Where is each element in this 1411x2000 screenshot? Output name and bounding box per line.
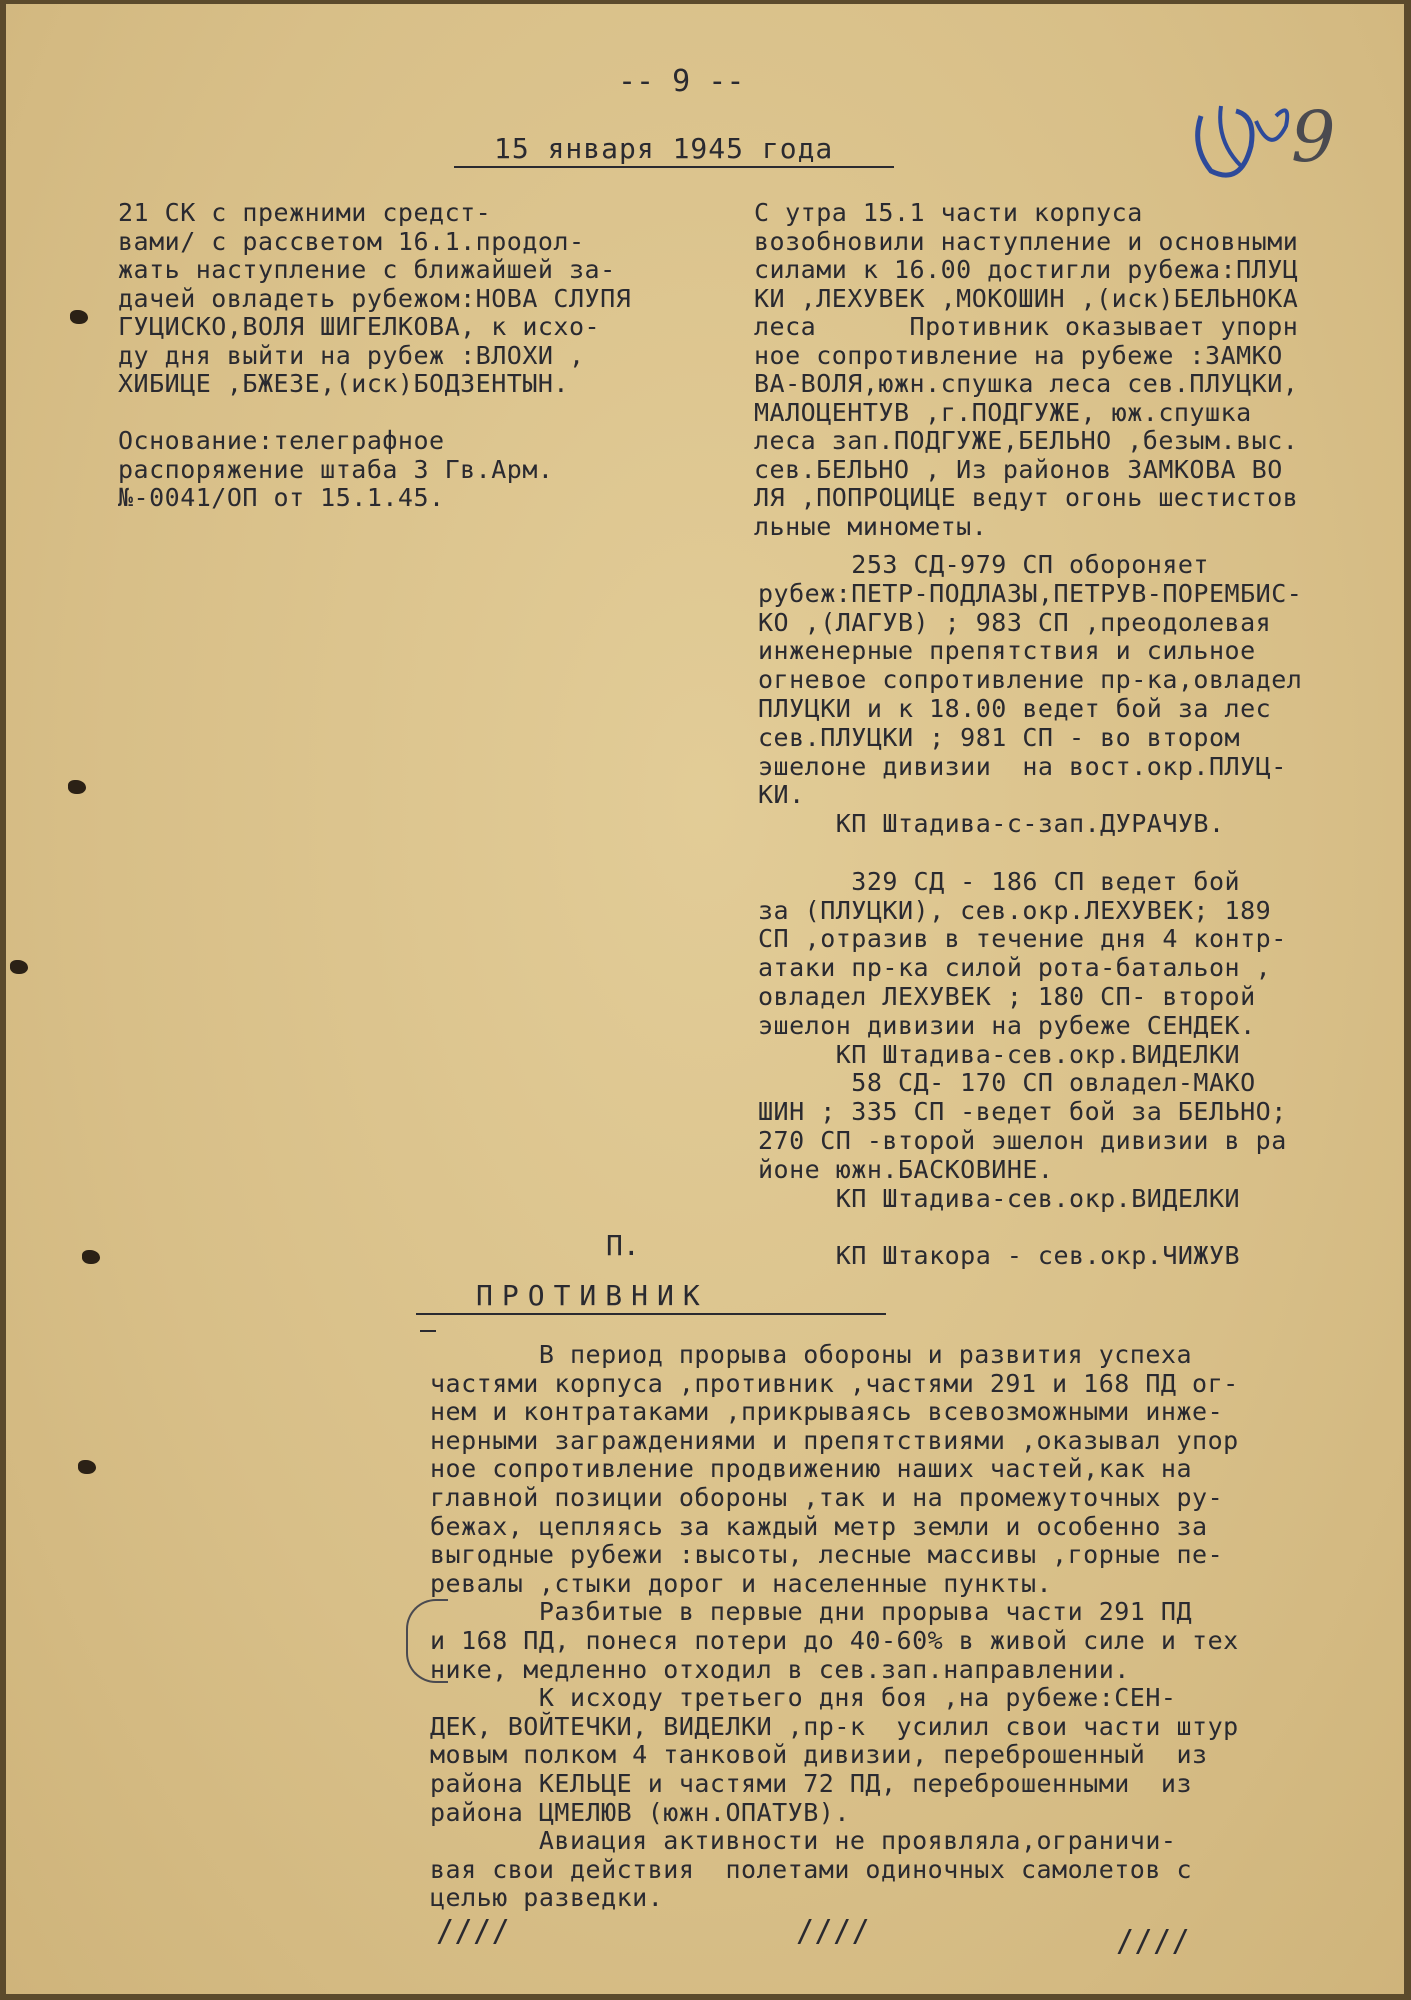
text-line: сев.БЕЛЬНО , Из районов ЗАМКОВА ВО: [754, 454, 1283, 484]
text-line: овладел ЛЕХУВЕК ; 180 СП- второй: [758, 982, 1256, 1011]
text-line: 270 СП -второй эшелон дивизии в ра: [758, 1126, 1287, 1155]
text-line: льные минометы.: [754, 511, 988, 541]
text-line: выгодные рубежи :высоты, лесные массивы ,горные пе-: [430, 1540, 1224, 1570]
text-line: распоряжение штаба 3 Гв.Арм.: [118, 454, 554, 484]
text-line: йоне южн.БАСКОВИНЕ.: [758, 1154, 1054, 1184]
text-line: нике, медленно отходил в сев.зап.направлении.: [430, 1654, 1130, 1684]
section-heading: ПРОТИВНИК: [476, 1279, 709, 1312]
text-line: бежах, цепляясь за каждый метр земли и особенно за: [430, 1511, 1208, 1541]
footer-mark: ////: [1116, 1924, 1191, 1959]
punch-hole: [70, 310, 88, 324]
document-date: 15 января 1945 года: [494, 132, 834, 165]
handwritten-mark: [1181, 86, 1381, 196]
text-line: сев.ПЛУЦКИ ; 981 СП - во втором: [758, 722, 1241, 752]
text-line: огневое сопротивление пр-ка,овладел: [758, 665, 1303, 695]
text-line: ДЕК, ВОЙТЕЧКИ, ВИДЕЛКИ ,пр-к усилил свои части штур: [430, 1711, 1239, 1741]
punch-hole: [78, 1460, 96, 1474]
text-line: ВА-ВОЛЯ,южн.спушка леса сев.ПЛУЦКИ,: [754, 369, 1299, 398]
punch-hole: [10, 960, 28, 974]
text-line: 253 СД-979 СП обороняет: [758, 550, 1209, 579]
text-line: леса зап.ПОДГУЖЕ,БЕЛЬНО ,безым.выс.: [754, 426, 1299, 455]
text-line: района ЦМЕЛЮВ (южн.ОПАТУВ).: [430, 1797, 850, 1827]
text-line: ду дня выйти на рубеж :ВЛОХИ ,: [118, 340, 585, 370]
text-line: ЛЯ ,ПОПРОЦИЦЕ ведут огонь шестистов: [754, 483, 1299, 512]
text-line: К исходу третьего дня боя ,на рубеже:СЕН-: [430, 1683, 1177, 1713]
date-underline: [454, 166, 894, 168]
text-line: КИ.: [758, 780, 805, 810]
page-number: -- 9 --: [618, 64, 745, 99]
text-line: вая свои действия полетами одиночных самолетов с: [430, 1854, 1193, 1884]
dash-mark: [420, 1330, 436, 1332]
section-numeral: П.: [606, 1229, 640, 1262]
text-line: КП Штадива-сев.окр.ВИДЕЛКИ: [758, 1039, 1241, 1069]
text-line: ШИН ; 335 СП -ведет бой за БЕЛЬНО;: [758, 1097, 1287, 1127]
text-line: нем и контратаками ,прикрываясь всевозможными инже-: [430, 1397, 1224, 1427]
text-line: эшелон дивизии на рубеже СЕНДЕК.: [758, 1010, 1256, 1040]
text-line: Основание:телеграфное: [118, 426, 445, 455]
text-line: С утра 15.1 части корпуса: [754, 198, 1143, 227]
text-line: возобновили наступление и основными: [754, 226, 1299, 256]
text-line: ХИБИЦЕ ,БЖЕЗЕ,(иск)БОДЗЕНТЫН.: [118, 369, 569, 398]
text-line: КО ,(ЛАГУВ) ; 983 СП ,преодолевая: [758, 607, 1272, 637]
text-line: №-0041/ОП от 15.1.45.: [118, 483, 445, 512]
text-line: вами/ с рассветом 16.1.продол-: [118, 226, 585, 256]
text-line: КП Штадива-с-зап.ДУРАЧУВ.: [758, 809, 1225, 839]
text-line: леса Противник оказывает упорн: [754, 312, 1299, 341]
footer-mark: ////: [796, 1914, 871, 1949]
text-line: района КЕЛЬЦЕ и частями 72 ПД, переброшенными из: [430, 1769, 1193, 1798]
text-line: В период прорыва обороны и развития успеха: [430, 1340, 1193, 1369]
text-line: ревалы ,стыки дорог и населенные пункты.: [430, 1568, 1053, 1598]
text-line: за (ПЛУЦКИ), сев.окр.ЛЕХУВЕК; 189: [758, 895, 1272, 925]
text-line: мовым полком 4 танковой дивизии, переброшенный из: [430, 1740, 1208, 1770]
text-line: СП ,отразив в течение дня 4 контр-: [758, 924, 1287, 954]
text-line: и 168 ПД, понеся потери до 40-60% в живой силе и тех: [430, 1626, 1239, 1655]
text-line: нерными заграждениями и препятствиями ,оказывал упор: [430, 1425, 1239, 1455]
text-line: КП Штакора - сев.окр.ЧИЖУВ: [758, 1241, 1241, 1271]
text-line: КИ ,ЛЕХУВЕК ,МОКОШИН ,(иск)БЕЛЬНОКА: [754, 283, 1299, 313]
text-line: Разбитые в первые дни прорыва части 291 ПД: [430, 1597, 1193, 1627]
text-line: рубеж:ПЕТР-ПОДЛАЗЫ,ПЕТРУВ-ПОРЕМБИС-: [758, 578, 1303, 608]
text-line: КП Штадива-сев.окр.ВИДЕЛКИ: [758, 1183, 1241, 1213]
document-page: [6, 4, 1404, 1994]
text-line: Авиация активности не проявляла,ограничи-: [430, 1826, 1177, 1856]
text-line: ное сопротивление на рубеже :ЗАМКО: [754, 340, 1283, 370]
text-line: жать наступление с ближайшей за-: [118, 255, 616, 284]
svg-text:9: 9: [1291, 96, 1336, 178]
footer-mark: ////: [436, 1914, 511, 1949]
punch-hole: [68, 780, 86, 794]
text-line: частями корпуса ,противник ,частями 291 и 168 ПД ог-: [430, 1368, 1239, 1398]
text-line: целью разведки.: [430, 1883, 664, 1913]
text-line: ГУЦИСКО,ВОЛЯ ШИГЕЛКОВА, к исхо-: [118, 312, 601, 341]
heading-underline: [416, 1313, 886, 1315]
text-line: ПЛУЦКИ и к 18.00 ведет бой за лес: [758, 694, 1272, 723]
text-line: атаки пр-ка силой рота-батальон ,: [758, 953, 1272, 983]
text-line: главной позиции обороны ,так и на промежуточных ру-: [430, 1483, 1224, 1512]
text-line: МАЛОЦЕНТУВ ,г.ПОДГУЖЕ, юж.спушка: [754, 397, 1252, 427]
text-line: эшелоне дивизии на вост.окр.ПЛУЦ-: [758, 751, 1287, 781]
text-line: ное сопротивление продвижению наших частей,как на: [430, 1454, 1193, 1484]
text-line: дачей овладеть рубежом:НОВА СЛУПЯ: [118, 283, 632, 313]
text-line: силами к 16.00 достигли рубежа:ПЛУЦ: [754, 255, 1299, 284]
text-line: 58 СД- 170 СП овладел-МАКО: [758, 1068, 1256, 1098]
punch-hole: [82, 1250, 100, 1264]
text-line: 21 СК с прежними средст-: [118, 198, 492, 227]
text-line: 329 СД - 186 СП ведет бой: [758, 866, 1241, 896]
text-line: инженерные препятствия и сильное: [758, 636, 1256, 666]
